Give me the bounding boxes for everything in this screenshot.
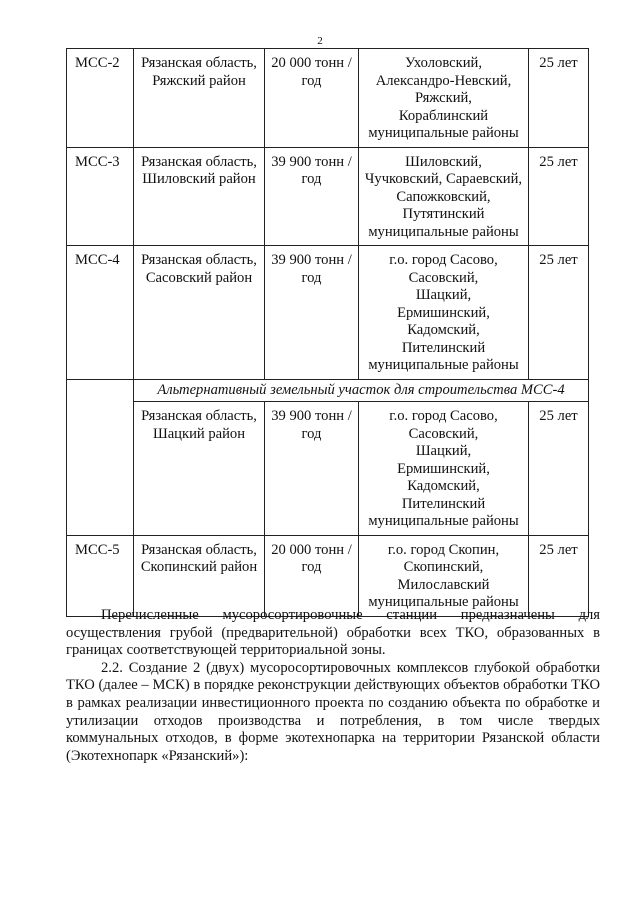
cell-districts-line: Ухоловский, (405, 55, 482, 71)
cell-term: 25 лет (529, 402, 589, 536)
cell-districts (359, 147, 529, 246)
cell-location-line: Рязанская область, (141, 408, 257, 424)
cell-capacity-line: 39 900 тонн / (271, 153, 352, 170)
cell-districts-line: Чучковский, Сараевский, (364, 171, 523, 187)
cell-location-line: Шацкий район (152, 425, 246, 442)
cell-capacity (265, 49, 359, 148)
cell-capacity-line: 20 000 тонн / (271, 541, 352, 558)
table-row (67, 402, 589, 536)
cell-capacity (265, 147, 359, 246)
cell-districts-line: Сапожковский, (396, 188, 491, 205)
cell-location-line: Ряжский район (152, 72, 246, 89)
cell-districts-line: муниципальные районы (368, 513, 519, 529)
table-row (67, 246, 589, 380)
cell-districts-line: Ряжский, (415, 90, 472, 106)
cell-districts-line: Ермишинский, (397, 460, 490, 477)
cell-location (134, 147, 265, 246)
table-row (67, 379, 589, 402)
cell-capacity-line: год (301, 559, 322, 575)
cell-districts-line: Сасовский, (408, 269, 479, 286)
cell-location (134, 402, 265, 536)
cell-code: МСС-3 (67, 147, 134, 246)
cell-capacity-line: 20 000 тонн / (271, 55, 352, 71)
cell-location-line: Рязанская область, (141, 252, 257, 268)
cell-location (134, 535, 265, 616)
paragraph-stations-purpose: Перечисленные мусоросортировочные станции предназначены для осуществления грубой (предварительной) обработки всех ТКО, образованных в границах соответствующей территориальной зоны. (66, 607, 600, 659)
waste-facilities-table (66, 48, 589, 617)
cell-capacity-line: 39 900 тонн / (271, 408, 352, 424)
cell-districts-line: Путятинский (402, 206, 485, 222)
cell-districts (359, 49, 529, 148)
cell-districts-line: Шацкий, (415, 443, 472, 459)
cell-districts-line: Пителинский (401, 339, 486, 356)
cell-term: 25 лет (529, 535, 589, 616)
cell-districts (359, 402, 529, 536)
body-text (66, 607, 600, 765)
cell-districts-line: Шацкий, (415, 287, 472, 303)
cell-districts-line: Шиловский, (405, 153, 482, 170)
cell-capacity-line: год (301, 425, 322, 442)
cell-districts-line: г.о. город Сасово, (389, 408, 498, 424)
cell-code: МСС-5 (67, 535, 134, 616)
cell-empty (67, 379, 134, 535)
table-row (67, 535, 589, 616)
cell-districts-line: Кадомский, (407, 478, 480, 494)
cell-code: МСС-2 (67, 49, 134, 148)
cell-capacity-line: год (301, 171, 322, 187)
cell-capacity-line: 39 900 тонн / (271, 252, 352, 268)
cell-districts-line: Пителинский (401, 495, 486, 512)
cell-capacity-line: год (301, 269, 322, 286)
page-number: 2 (317, 35, 323, 47)
table-row (67, 147, 589, 246)
cell-location-line: Рязанская область, (141, 541, 257, 558)
cell-capacity (265, 402, 359, 536)
cell-location-line: Рязанская область, (141, 153, 257, 170)
cell-districts (359, 246, 529, 380)
cell-districts-line: Милославский (397, 576, 490, 593)
cell-districts (359, 535, 529, 616)
cell-location (134, 246, 265, 380)
cell-districts-line: г.о. город Скопин, (387, 541, 500, 558)
cell-districts-line: Сасовский, (408, 425, 479, 442)
cell-districts-line: муниципальные районы (368, 357, 519, 373)
paragraph-msk-creation: 2.2. Создание 2 (двух) мусоросортировочных комплексов глубокой обработки ТКО (далее – МСК) в порядке реконструкции действующих объектов обработки ТКО в рамках реализации инвестиционного проекта по созданию объекта по обработке и утилизации отходов производства и потребления, в том числе твердых коммунальных отходов, в форме экотехнопарка на территории Рязанской области (Экотехнопарк «Рязанский»): (66, 659, 600, 764)
alternative-site-caption: Альтернативный земельный участок для строительства МСС-4 (134, 379, 589, 402)
cell-districts-line: муниципальные районы (368, 223, 519, 240)
cell-districts-line: муниципальные районы (368, 594, 519, 610)
cell-term: 25 лет (529, 49, 589, 148)
cell-districts-line: Кораблинский (398, 107, 489, 124)
cell-code: МСС-4 (67, 246, 134, 380)
cell-location-line: Шиловский район (142, 171, 256, 187)
cell-term: 25 лет (529, 246, 589, 380)
cell-districts-line: муниципальные районы (368, 125, 519, 141)
table-body (67, 49, 589, 617)
cell-districts-line: Ермишинский, (397, 304, 490, 321)
cell-districts-line: Кадомский, (407, 322, 480, 338)
cell-districts-line: Александро-Невский, (375, 72, 512, 89)
cell-term: 25 лет (529, 147, 589, 246)
cell-capacity-line: год (301, 72, 322, 89)
cell-location-line: Рязанская область, (141, 55, 257, 71)
cell-districts-line: Скопинский, (403, 559, 484, 575)
cell-capacity (265, 246, 359, 380)
cell-location-line: Сасовский район (145, 269, 253, 286)
table-row (67, 49, 589, 148)
cell-capacity (265, 535, 359, 616)
cell-location-line: Скопинский район (140, 559, 258, 575)
cell-location (134, 49, 265, 148)
cell-districts-line: г.о. город Сасово, (389, 252, 498, 268)
